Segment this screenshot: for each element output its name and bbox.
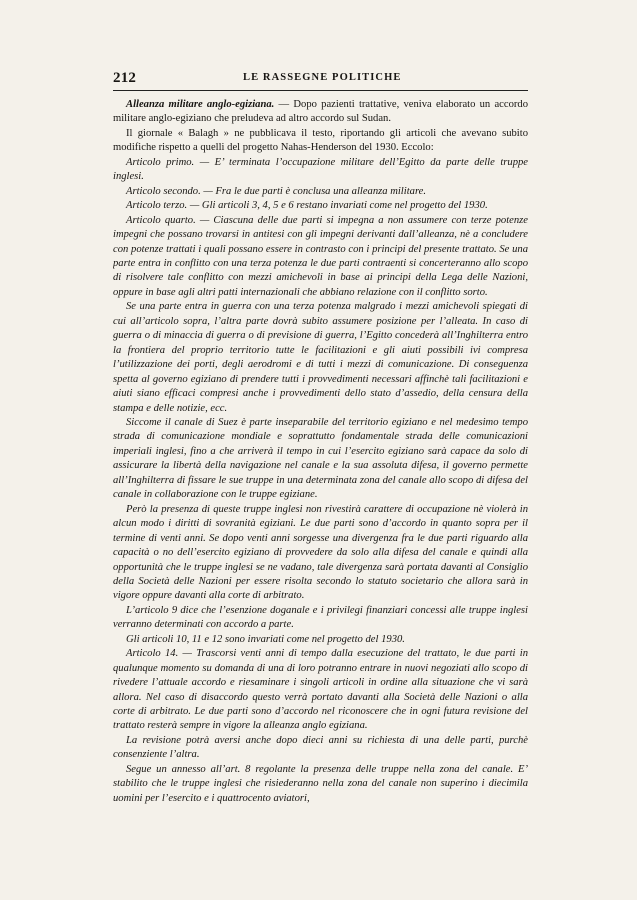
article-paragraph-3: Articolo terzo. — Gli articoli 3, 4, 5 e 6 restano invariati come nel progetto del 1930. (126, 200, 488, 212)
article-paragraph-6: Siccome il canale di Suez è parte inseparabile del territorio egiziano e nel medesimo tempo strada di comunicazione mondiale e soprattutto fondamentale strada delle comunicazioni imperiali inglesi, fino a che arriverà il tempo in cui l’esercito egiziano sarà capace da solo di assicurare la libertà della navigazione nel canale e la sua assoluta difesa, il governo permette all’Inghilterra di fissare le sue truppe in una determinata zona del canale allo scopo di difesa del canale in collaborazione con le truppe egiziane. (113, 416, 528, 501)
page-header (113, 70, 528, 91)
running-title: LE RASSEGNE POLITICHE (243, 72, 402, 83)
article-title-paragraph (113, 98, 528, 127)
article-intro-2: Il giornale « Balagh » ne pubblicava il testo, riportando gli articoli che avevano subito modifiche rispetto a quelli del progetto Nahas-Henderson del 1930. Eccolo: (113, 127, 528, 154)
article-body (113, 98, 528, 830)
article-paragraph-7: Però la presenza di queste truppe inglesi non rivestirà carattere di occupazione nè violerà in alcun modo i diritti di sovranità egiziani. Le due parti sono d’accordo in quanto sopra per il termine di venti anni. Se dopo venti anni sorgesse una divergenza fra le due parti riguardo alla capacità o no dell’esercito egiziano di provvedere da solo alla difesa del canale e quindi alla opportunità che le truppe inglesi se ne vadano, tale divergenza sarà portata davanti al Consiglio della Società delle Nazioni per essere risolta secondo lo statuto societario che allora sarà in vigore oppure davanti alla corte di arbitrato. (113, 503, 528, 602)
article-title: Alleanza militare anglo-egiziana. (126, 99, 275, 110)
article-paragraph-1: Articolo primo. — E’ terminata l’occupazione militare dell’Egitto da parte delle truppe inglesi. (113, 156, 528, 183)
page-number: 212 (113, 70, 137, 86)
article-paragraph-2: Articolo secondo. — Fra le due parti è conclusa una alleanza militare. (126, 185, 427, 197)
article-paragraph-8: L’articolo 9 dice che l’esenzione doganale e i privilegi finanziari concessi alle truppe inglesi verranno determinati con accordo a parte. (113, 604, 528, 631)
article-paragraph-11: La revisione potrà aversi anche dopo dieci anni su richiesta di una delle parti, purchè consenziente l’altra. (113, 734, 528, 761)
article-intro: — Dopo pazienti trattative, veniva elaborato un accordo militare anglo-egiziano che preludeva ad altro accordo sul Sudan. (113, 99, 528, 125)
article-paragraph-9: Gli articoli 10, 11 e 12 sono invariati come nel progetto del 1930. (126, 633, 405, 645)
article-paragraph-10: Articolo 14. — Trascorsi venti anni di tempo dalla esecuzione del trattato, le due parti in qualunque momento su domanda di una di loro potranno entrare in nuovi negoziati allo scopo di rivedere l’attuale accordo e riesaminare i singoli articoli in ordine alla situazione che vi sarà allora. Nel caso di disaccordo questo verrà portato davanti alla Società delle Nazioni o alla corte di arbitrato. Le due parti sono d’accordo nel riconoscere che in ogni futura revisione del trattato resterà sempre in vigore la alleanza anglo egiziana. (113, 648, 528, 732)
article-paragraph-12: Segue un annesso all’art. 8 regolante la presenza delle truppe nella zona del canale. E’ stabilito che le truppe inglesi che risiederanno nella zona del canale non superino i diecimila uomini per l’esercito e i quattrocento aviatori, (113, 763, 528, 804)
article-paragraph-4: Articolo quarto. — Ciascuna delle due parti si impegna a non assumere con terze potenze impegni che possano trovarsi in antitesi con gli impegni derivanti dall’alleanza, nè a concludere con potenze trattati i quali possano essere in contrasto con i principi del presente trattato. Se una parte entra in conflitto con una terza potenza le due parti contraenti si concerteranno allo scopo di risolvere tale conflitto con mezzi amichevoli in base ai principi della Lega delle Nazioni, oppure in base agli altri patti internazionali che abbiano relazione con il conflitto sorto. (113, 214, 528, 298)
article-paragraph-5: Se una parte entra in guerra con una terza potenza malgrado i mezzi amichevoli spiegati di cui all’articolo sopra, l’altra parte dovrà subito assumere posizione per l’alleata. In caso di guerra o di minaccia di guerra o di previsione di guerra, l’Egitto concederà all’Inghilterra entro la frontiera del proprio territorio tutte le facilitazioni e gli aiuti possibili ivi compresa l’utilizzazione dei porti, degli aerodromi e di tutti i mezzi di comunicazione. Di conseguenza spetta al governo egiziano di prendere tutti i provvedimenti necessari affinchè tali facilitazioni e aiuti siano efficaci compresi anche i provvedimenti dello stato d’assedio, della censura della stampa e delle notizie, ecc. (113, 301, 528, 414)
